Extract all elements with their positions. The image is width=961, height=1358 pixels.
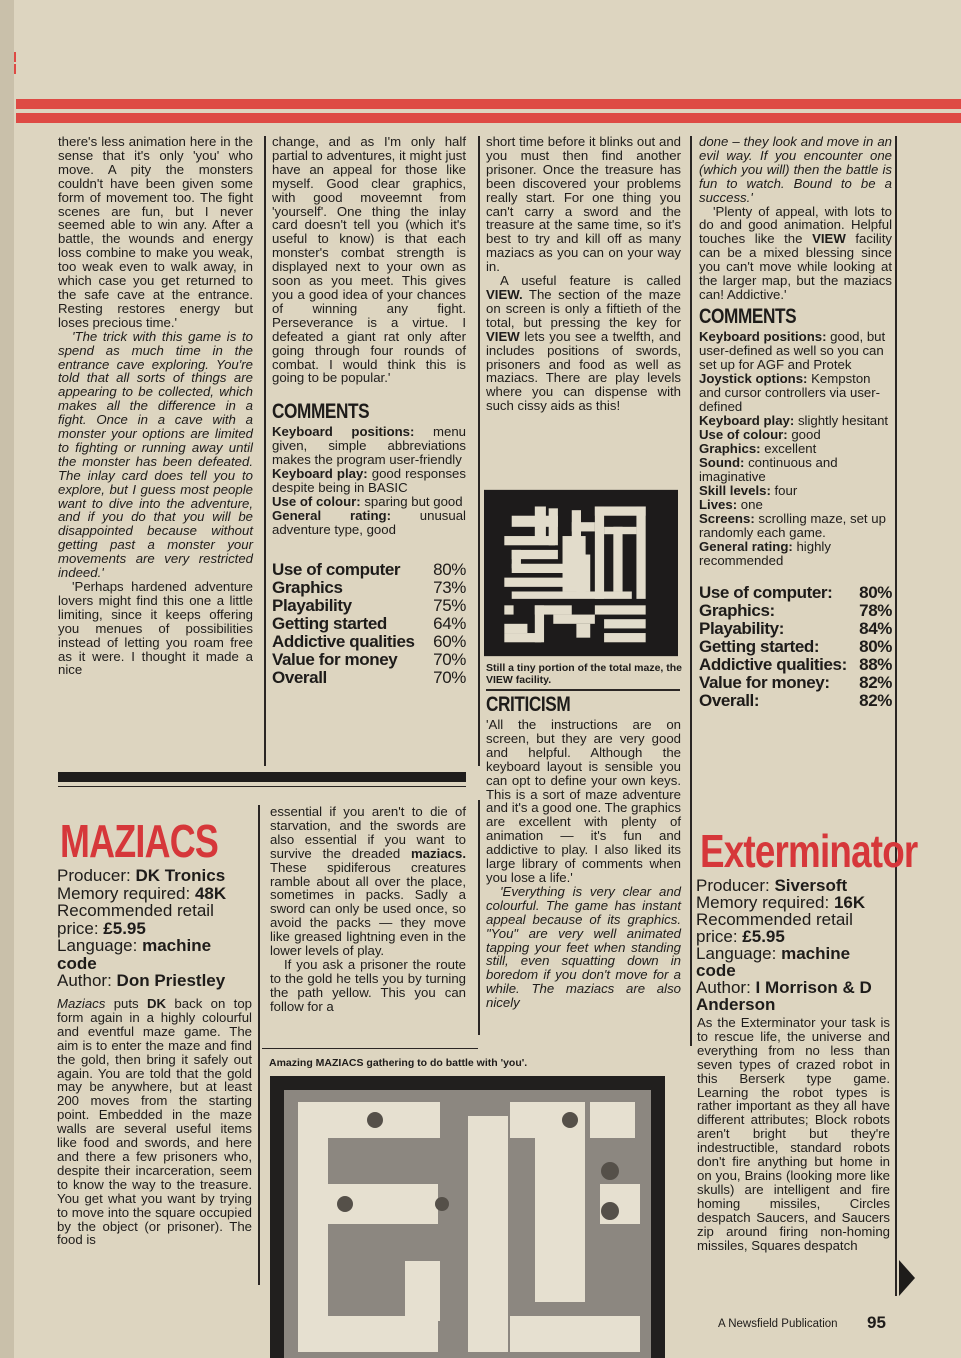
rating-row bbox=[272, 633, 466, 651]
continue-arrow-icon bbox=[899, 1260, 915, 1296]
rating-row bbox=[272, 651, 466, 669]
text: sparing but good bbox=[364, 494, 463, 510]
text: facility can be a mixed blessing since you can't move while looking at the larger map, but the maziacs can! Addictive.' bbox=[699, 231, 892, 302]
bold-text: £5.95 bbox=[742, 927, 785, 946]
info-price bbox=[57, 902, 255, 937]
bold-text: VIEW. bbox=[486, 286, 523, 302]
maze-caption: Still a tiny portion of the total maze, the VIEW facility. bbox=[486, 662, 683, 686]
bold-text: Siversoft bbox=[774, 876, 848, 895]
text: The section of the maze on screen is only a fiftieth of the total, but pressing the key for bbox=[486, 286, 681, 330]
bold-text: General rating: bbox=[699, 538, 797, 554]
rating-row bbox=[272, 615, 466, 633]
info-author bbox=[57, 972, 255, 990]
review-column-1 bbox=[58, 135, 253, 677]
review-column-3 bbox=[486, 135, 681, 413]
text: lets you see a twelfth, and includes positions of swords, prisoners and food as well as maziacs. There are play levels where you can dispense with such cissy aids as this! bbox=[486, 328, 681, 414]
exterminator-title: Exterminator bbox=[700, 825, 918, 877]
italic-text: Maziacs bbox=[57, 996, 106, 1011]
column-rule bbox=[264, 136, 266, 766]
page-number: 95 bbox=[867, 1313, 886, 1332]
bold-text: Joystick options: bbox=[699, 370, 812, 386]
rating-label: Playability bbox=[272, 596, 352, 616]
italic-text: done – they look and move in an evil way. If you encounter one (which you will) then the battle is fun to watch. Bound to be a success.' bbox=[699, 134, 892, 205]
text: puts bbox=[105, 996, 148, 1011]
caption-divider bbox=[486, 689, 680, 691]
column-rule bbox=[690, 136, 692, 1046]
bold-text: 16K bbox=[833, 893, 866, 912]
rating-row bbox=[699, 674, 892, 692]
paragraph bbox=[699, 135, 892, 205]
bold-text: machine code bbox=[696, 944, 851, 980]
text: continuous and imaginative bbox=[699, 454, 838, 484]
comment-item bbox=[699, 442, 892, 456]
bold-text: Keyboard positions: bbox=[272, 424, 433, 440]
text: unusual adventure type, good bbox=[272, 508, 466, 538]
rating-row bbox=[272, 669, 466, 687]
maziacs-game-screenshot bbox=[270, 1076, 665, 1358]
text: highly recommended bbox=[699, 538, 831, 568]
caption-divider bbox=[262, 1048, 478, 1049]
rating-row bbox=[699, 584, 892, 602]
bold-text: I Morrison & D Anderson bbox=[696, 978, 872, 1014]
text: good bbox=[791, 426, 821, 442]
exterminator-info bbox=[696, 877, 892, 1013]
bold-text: General rating: bbox=[272, 508, 420, 524]
rating-label: Use of computer: bbox=[699, 582, 833, 602]
comment-item bbox=[699, 512, 892, 540]
comments-list bbox=[272, 425, 466, 537]
italic-text: 'Everything is very clear and colourful. The game has instant appeal because of its graphics. "You" are very well animated tapping your feet when standing still, even squatting down in boredom if you don't move for a while. The maziacs are also nicely bbox=[486, 883, 681, 1011]
rating-row bbox=[699, 620, 892, 638]
paragraph bbox=[697, 1016, 890, 1252]
text: short time before it blinks out and you must then find another prisoner. Once the treasure has been discovered your problems really start. For one thing you can't carry a sword and the treasure at the same time, so it's best to try and kill off as many maziacs as you can on your way in. bbox=[486, 134, 681, 275]
rating-row bbox=[699, 602, 892, 620]
comment-item bbox=[272, 467, 466, 495]
section-divider-bar bbox=[58, 772, 466, 782]
bold-text: Skill levels: bbox=[699, 482, 775, 498]
text: If you ask a prisoner the route to the gold he tells you by turning the path yellow. This you can follow for a bbox=[270, 956, 466, 1014]
paragraph bbox=[58, 580, 253, 677]
rating-label: Use of computer bbox=[272, 560, 401, 580]
paragraph bbox=[270, 958, 466, 1014]
maziacs-body bbox=[57, 997, 252, 1247]
rating-label: Getting started: bbox=[699, 636, 820, 656]
review-column-4 bbox=[699, 135, 892, 710]
section-divider-line bbox=[58, 786, 466, 787]
comment-item bbox=[699, 484, 892, 498]
rating-row bbox=[699, 656, 892, 674]
bold-text: Use of colour: bbox=[699, 426, 792, 442]
header-stripe-1 bbox=[16, 99, 961, 109]
review-column-2 bbox=[272, 135, 466, 687]
comments-list bbox=[699, 330, 892, 568]
info-memory bbox=[696, 894, 892, 911]
bold-text: Don Priestley bbox=[116, 971, 226, 990]
text: Author: bbox=[696, 978, 756, 997]
bold-text: Screens: bbox=[699, 510, 759, 526]
rating-label: Getting started bbox=[272, 614, 387, 634]
text: 'Plenty of appeal, with lots to do and good animation. Helpful touches like the bbox=[699, 203, 892, 247]
text: Author: bbox=[57, 971, 117, 990]
criticism-heading: CRITICISM bbox=[486, 693, 571, 716]
rating-value: 80% bbox=[433, 560, 466, 580]
paragraph bbox=[272, 135, 466, 385]
comment-item bbox=[699, 330, 892, 372]
column-rule bbox=[258, 805, 260, 1285]
text: Recommended retail price: bbox=[57, 901, 214, 938]
rating-label: Overall bbox=[272, 668, 327, 688]
text: essential if you aren't to die of starvation, and the swords are also essential if you want to survive the dreaded bbox=[270, 804, 466, 861]
bold-text: Sound: bbox=[699, 454, 749, 470]
criticism-section bbox=[486, 692, 681, 1010]
paragraph bbox=[486, 718, 681, 885]
rating-value: 73% bbox=[433, 578, 466, 598]
bold-text: Lives: bbox=[699, 496, 741, 512]
text: change, and as I'm only half partial to adventures, it might just have an appeal for those like myself. Good clear graphics, with good moveemnt from 'yourself'. One thing the inlay card doesn't tell you (which it's useful to know) is that each monster's combat strength is displayed next to your own as soon as you meet. This gives you a good idea of your chances of winning any fight. Perseverance is a virtue. I defeated a giant rat only after going through four rounds of combat. I would think this is going to be popular.' bbox=[272, 134, 466, 386]
italic-text: 'The trick with this game is to spend as much time in the entrance cave exploring. You're told that all sorts of things are appearing to be collected, which makes all the difference in a fight. Once in a cave with a monster your options are limited to fighting or running away until the monster has been defeated. The inlay card does tell you to explore, but I guess most people want to dive into the adventure, and if you do that you will be disappointed because without getting past a monster your movements are very restricted indeed.' bbox=[58, 328, 253, 581]
text: 'Perhaps hardened adventure lovers might find this one a little limiting, since it keeps offering you menues of possibilities instead of letting you roam free as it were. I thought it made a nice bbox=[58, 579, 253, 678]
comment-item bbox=[699, 456, 892, 484]
rating-row bbox=[272, 561, 466, 579]
rating-value: 78% bbox=[859, 600, 892, 620]
paragraph bbox=[58, 135, 253, 330]
text: 'All the instructions are on screen, but they are very good and helpful. Although the keyboard layout is sensible you can opt to define your own keys. This is a sort of maze adventure and it's a good one. The graphics are excellent with plenty of animation — it's fun and addictive to play. I also liked its large library of comments when you lose a life.' bbox=[486, 717, 681, 885]
text: excellent bbox=[764, 440, 817, 456]
bold-text: machine code bbox=[57, 936, 212, 973]
rating-value: 70% bbox=[433, 650, 466, 670]
bold-text: VIEW bbox=[812, 231, 846, 247]
comment-item bbox=[699, 498, 892, 512]
bold-text: Keyboard positions: bbox=[699, 328, 831, 344]
publisher-credit: A Newsfield Publication bbox=[718, 1318, 838, 1330]
text: Recommended retail price: bbox=[696, 910, 853, 946]
bold-text: DK bbox=[147, 996, 167, 1011]
maze-view-screenshot bbox=[484, 488, 678, 658]
info-producer bbox=[696, 877, 892, 894]
rating-value: 64% bbox=[433, 614, 466, 634]
bold-text: Keyboard play: bbox=[272, 466, 372, 482]
comment-item bbox=[699, 540, 892, 568]
text: there's less animation here in the sense that it's only 'you' who move. A pity the monsters couldn't have been given some form of movement too. The fight scenes are fun, but I never seemed able to win any. After a battle, the wounds and energy loss combine to make you weak, too weak even to walk away, in which case you get returned to the safe cave at the entrance. Resting restores energy but loses precious time.' bbox=[58, 134, 253, 330]
rating-label: Addictive qualities bbox=[272, 632, 415, 652]
comment-item bbox=[699, 414, 892, 428]
rating-label: Overall: bbox=[699, 690, 760, 710]
paragraph bbox=[57, 997, 252, 1247]
text: one bbox=[740, 496, 763, 512]
comment-item bbox=[699, 428, 892, 442]
paragraph bbox=[699, 205, 892, 302]
text: scrolling maze, set up randomly each game. bbox=[699, 510, 886, 540]
info-language bbox=[57, 937, 255, 972]
text: Producer: bbox=[696, 876, 775, 895]
rating-label: Graphics: bbox=[699, 600, 775, 620]
maziacs-info bbox=[57, 867, 255, 990]
comment-item bbox=[699, 372, 892, 414]
rating-value: 84% bbox=[859, 618, 892, 638]
maziacs-body-continued bbox=[270, 805, 466, 1014]
rating-value: 75% bbox=[433, 596, 466, 616]
text: Language: bbox=[696, 944, 782, 963]
comments-heading: COMMENTS bbox=[272, 400, 370, 424]
maziacs-title: MAZIACS bbox=[60, 815, 218, 867]
bold-text: £5.95 bbox=[103, 918, 146, 938]
text: Memory required: bbox=[696, 893, 834, 912]
text: As the Exterminator your task is to rescue life, the universe and everything from no less than seven types of crazed robot in this Berserk type game. Learning the robot types is rather important as they all have different attributes; Block robots aren't bright but they're indestructible, standard robots don't fire anything but home in on you, Brains (looking more like skulls) are intelligent and fire homing missiles, Circles despatch Saucers, and Saucers zip around firing non-homing missiles, Squares despatch bbox=[697, 1015, 890, 1253]
ratings-table bbox=[699, 584, 892, 710]
text: A useful feature is called bbox=[500, 273, 681, 289]
info-memory bbox=[57, 885, 255, 903]
paragraph bbox=[270, 805, 466, 958]
paragraph bbox=[58, 330, 253, 580]
rating-value: 88% bbox=[859, 654, 892, 674]
rating-label: Playability: bbox=[699, 618, 784, 638]
rating-label: Graphics bbox=[272, 578, 343, 598]
text: good, but user-defined as well so you can set up for AGF and Protek bbox=[699, 328, 886, 372]
rating-label: Value for money: bbox=[699, 672, 830, 692]
rating-label: Value for money bbox=[272, 650, 398, 670]
info-language bbox=[696, 945, 892, 979]
paragraph bbox=[486, 274, 681, 413]
text: Memory required: bbox=[57, 883, 195, 903]
info-producer bbox=[57, 867, 255, 885]
page-binding-edge bbox=[0, 0, 14, 1358]
text: back on top form again in a highly colourful and eventful maze game. The aim is to enter the maze and find the gold, then bring it safely out again. You are told that the gold may be anywhere, but at least 200 moves from the starting point. Embedded in the maze walls are several useful items like food and swords, and here and there a few prisoners who, despite their incarceration, seem to know the way to the treasure. You get what you want by trying to move into the square occupied by the object (or prisoner). The food is bbox=[57, 996, 252, 1248]
bold-text: Graphics: bbox=[699, 440, 765, 456]
text: Producer: bbox=[57, 866, 136, 885]
comment-item bbox=[272, 495, 466, 509]
bold-text: DK Tronics bbox=[135, 866, 226, 885]
bold-text: Use of colour: bbox=[272, 494, 365, 510]
exterminator-body bbox=[697, 1016, 890, 1252]
rating-row bbox=[699, 692, 892, 710]
column-rule bbox=[478, 136, 480, 766]
text: good responses despite being in BASIC bbox=[272, 466, 466, 496]
rating-row bbox=[699, 638, 892, 656]
rating-value: 70% bbox=[433, 668, 466, 688]
rating-row bbox=[272, 579, 466, 597]
paragraph bbox=[486, 885, 681, 1010]
rating-value: 60% bbox=[433, 632, 466, 652]
text: menu given, simple abbreviations makes the program user-friendly bbox=[272, 424, 466, 468]
text: four bbox=[774, 482, 798, 498]
rating-row bbox=[272, 597, 466, 615]
rating-value: 80% bbox=[859, 582, 892, 602]
bold-text: VIEW bbox=[486, 328, 520, 344]
comments-heading: COMMENTS bbox=[699, 304, 797, 328]
rating-label: Addictive qualities: bbox=[699, 654, 847, 674]
bold-text: 48K bbox=[194, 883, 227, 903]
info-price bbox=[696, 911, 892, 945]
column-rule bbox=[895, 136, 897, 1296]
bold-text: maziacs. bbox=[411, 845, 466, 861]
text: Language: bbox=[57, 936, 143, 955]
header-stripe-2 bbox=[16, 113, 961, 123]
paragraph bbox=[486, 135, 681, 274]
screenshot-caption: Amazing MAZIACS gathering to do battle with 'you'. bbox=[269, 1057, 528, 1069]
comment-item bbox=[272, 509, 466, 537]
text: Kempston and cursor controllers via user-defined bbox=[699, 370, 881, 414]
column-rule bbox=[478, 800, 480, 1035]
ratings-table bbox=[272, 561, 466, 687]
rating-value: 82% bbox=[859, 690, 892, 710]
bold-text: Keyboard play: bbox=[699, 412, 798, 428]
info-author bbox=[696, 979, 892, 1013]
rating-value: 82% bbox=[859, 672, 892, 692]
rating-value: 80% bbox=[859, 636, 892, 656]
text: slightly hesitant bbox=[797, 412, 889, 428]
text: These spidiferous creatures ramble about all over the place, sometimes in packs. Sadly a sword can only be used once, so avoid the packs — they move like greased lightning even in the lower levels of play. bbox=[270, 859, 466, 959]
comment-item bbox=[272, 425, 466, 467]
